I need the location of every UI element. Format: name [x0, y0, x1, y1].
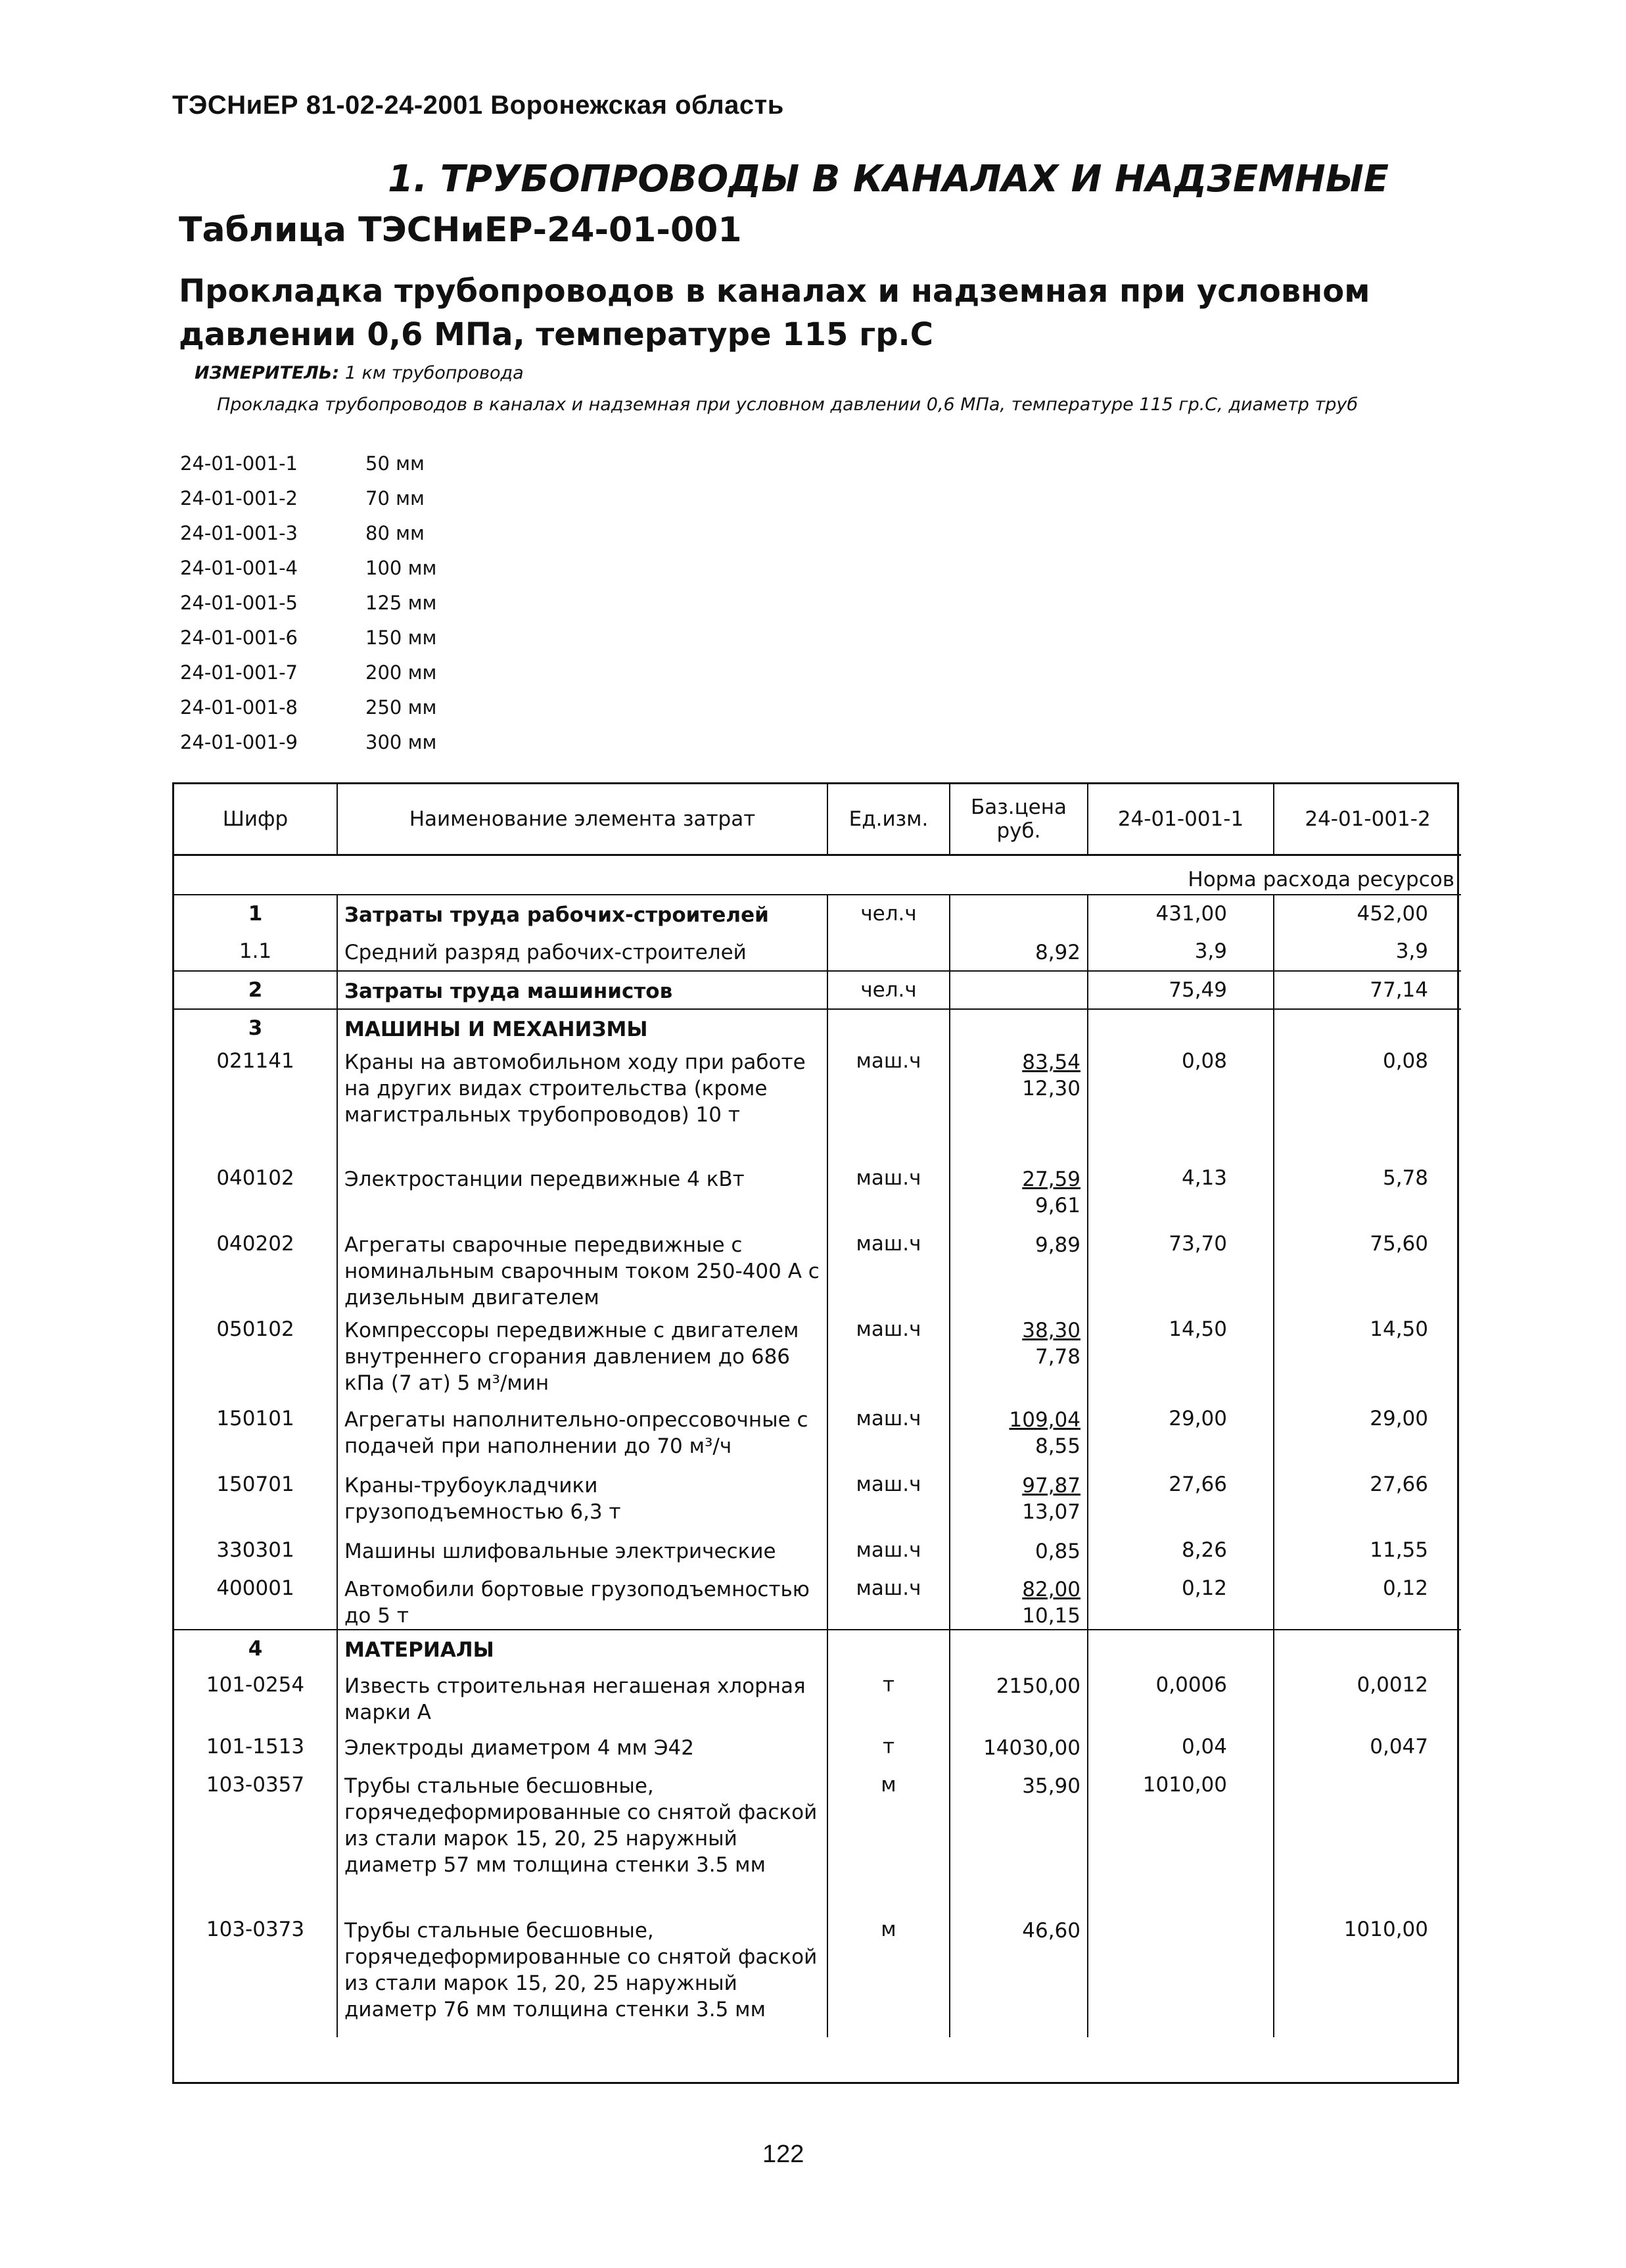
row-value-1 — [1088, 1009, 1274, 1043]
row-price — [950, 1728, 1088, 1766]
row-value-1: 0,04 — [1088, 1728, 1274, 1766]
row-name: Электростанции передвижные 4 кВт — [337, 1160, 827, 1225]
row-name: Трубы стальные бесшовные, горячедеформированные со снятой фаской из стали марок 15, 20, 25 наружный диаметр 76 мм толщина стенки 3.5 мм — [337, 1911, 827, 2037]
row-unit — [827, 1630, 950, 1666]
row-price — [950, 1766, 1088, 1911]
row-price — [950, 895, 1088, 933]
variant-item — [180, 452, 436, 487]
row-price-total: 109,04 — [1009, 1408, 1080, 1432]
row-name: Краны-трубоукладчики грузоподъемностью 6,3 т — [337, 1466, 827, 1532]
table-row — [174, 895, 1461, 933]
table-row — [174, 1043, 1461, 1160]
table-row — [174, 1766, 1461, 1911]
row-unit: маш.ч — [827, 1570, 950, 1630]
row-unit: м — [827, 1911, 950, 2037]
table-row — [174, 1009, 1461, 1043]
row-value-1: 3,9 — [1088, 933, 1274, 971]
meter-value: 1 км трубопровода — [344, 363, 524, 383]
row-code: 103-0357 — [206, 1773, 305, 1797]
row-name: Трубы стальные бесшовные, горячедеформированные со снятой фаской из стали марок 15, 20, 25 наружный диаметр 57 мм толщина стенки 3.5 мм — [337, 1766, 827, 1911]
norma-row — [174, 855, 1461, 895]
row-value-2 — [1274, 1766, 1461, 1911]
page-number: 122 — [762, 2140, 804, 2168]
table-row — [174, 1160, 1461, 1225]
row-name: Компрессоры передвижные с двигателем внутреннего сгорания давлением до 686 кПа (7 ат) 5 м³/мин — [337, 1311, 827, 1400]
row-code: 021141 — [216, 1049, 294, 1073]
row-unit: маш.ч — [827, 1043, 950, 1160]
row-value-2: 29,00 — [1370, 1407, 1428, 1430]
row-unit: т — [827, 1728, 950, 1766]
row-unit — [827, 1009, 950, 1043]
row-price — [950, 1466, 1088, 1532]
row-price — [950, 1532, 1088, 1570]
row-value-2: 1010,00 — [1343, 1918, 1428, 1941]
row-value-2 — [1274, 1630, 1461, 1666]
row-price — [950, 1160, 1088, 1225]
row-value-2: 75,60 — [1370, 1232, 1428, 1256]
row-price-total: 0,85 — [1034, 1540, 1080, 1563]
header-name: Наименование элемента затрат — [337, 784, 827, 855]
variant-item — [180, 557, 436, 592]
row-value-1: 1010,00 — [1088, 1766, 1274, 1911]
row-name: Известь строительная негашеная хлорная марки А — [337, 1666, 827, 1728]
row-price-total: 14030,00 — [983, 1736, 1080, 1760]
row-price — [950, 1311, 1088, 1400]
row-value-1 — [1088, 1630, 1274, 1666]
row-price-total: 8,92 — [1034, 941, 1080, 964]
row-price-wage: 12,30 — [1022, 1077, 1080, 1100]
row-name: Средний разряд рабочих-строителей — [337, 933, 827, 971]
variant-size: 150 мм — [365, 626, 437, 649]
variant-list — [180, 452, 436, 766]
row-price-total: 38,30 — [1022, 1319, 1080, 1342]
table-row — [174, 1311, 1461, 1400]
row-price-total: 82,00 — [1022, 1578, 1080, 1601]
row-price-total: 46,60 — [1022, 1919, 1080, 1943]
row-price — [950, 1400, 1088, 1466]
row-name: МАТЕРИАЛЫ — [337, 1630, 827, 1666]
table-row — [174, 1532, 1461, 1570]
row-value-1: 0,12 — [1088, 1570, 1274, 1630]
table-title: Таблица ТЭСНиЕР-24-01-001 — [179, 210, 742, 250]
row-value-2: 0,12 — [1274, 1570, 1461, 1630]
variant-code: 24-01-001-9 — [180, 731, 298, 753]
row-value-2 — [1274, 1009, 1461, 1043]
variant-code: 24-01-001-6 — [180, 626, 298, 649]
row-code: 1 — [248, 902, 263, 926]
row-price — [950, 1911, 1088, 2037]
row-value-2: 0,047 — [1370, 1735, 1428, 1759]
variant-item — [180, 522, 436, 557]
variant-item — [180, 487, 436, 522]
row-value-1: 0,0006 — [1088, 1666, 1274, 1728]
table-row — [174, 971, 1461, 1009]
table-row — [174, 1630, 1461, 1666]
row-price-total: 83,54 — [1022, 1051, 1080, 1074]
row-price-total: 27,59 — [1022, 1168, 1080, 1191]
row-value-2: 3,9 — [1274, 933, 1461, 971]
norma-label: Норма расхода ресурсов — [174, 855, 1461, 895]
row-value-1: 14,50 — [1088, 1311, 1274, 1400]
header-variant-2: 24-01-001-2 — [1274, 784, 1461, 855]
table-row — [174, 1400, 1461, 1466]
row-code: 101-1513 — [206, 1735, 305, 1759]
row-name: МАШИНЫ И МЕХАНИЗМЫ — [337, 1009, 827, 1043]
row-price — [950, 933, 1088, 971]
row-price-wage: 13,07 — [1022, 1500, 1080, 1524]
row-price-wage: 10,15 — [1022, 1604, 1080, 1628]
variant-size: 125 мм — [365, 592, 437, 614]
variant-size: 70 мм — [365, 487, 425, 509]
row-unit: чел.ч — [827, 971, 950, 1009]
row-unit: маш.ч — [827, 1311, 950, 1400]
variant-size: 200 мм — [365, 661, 437, 684]
row-code: 103-0373 — [206, 1918, 305, 1941]
row-name: Машины шлифовальные электрические — [337, 1532, 827, 1570]
row-price-total: 9,89 — [1034, 1233, 1080, 1257]
row-price-total: 35,90 — [1022, 1774, 1080, 1798]
row-price — [950, 1630, 1088, 1666]
row-name: Затраты труда машинистов — [337, 971, 827, 1009]
header-variant-1: 24-01-001-1 — [1088, 784, 1274, 855]
row-value-2: 27,66 — [1370, 1473, 1428, 1496]
row-code: 050102 — [216, 1317, 294, 1341]
variant-item — [180, 731, 436, 766]
row-value-2: 0,08 — [1382, 1049, 1428, 1073]
row-code: 040202 — [216, 1232, 294, 1256]
section-title: 1. ТРУБОПРОВОДЫ В КАНАЛАХ И НАДЗЕМНЫЕ — [388, 158, 1389, 201]
row-price — [950, 971, 1088, 1009]
document-header: ТЭСНиЕР 81-02-24-2001 Воронежская область — [172, 91, 784, 120]
variant-code: 24-01-001-1 — [180, 452, 298, 475]
table-row — [174, 1666, 1461, 1728]
row-code: 101-0254 — [206, 1673, 305, 1697]
row-code: 150701 — [216, 1473, 294, 1496]
row-code: 040102 — [216, 1166, 294, 1190]
variant-code: 24-01-001-3 — [180, 522, 298, 544]
row-value-1 — [1088, 1911, 1274, 2037]
row-price — [950, 1666, 1088, 1728]
variant-item — [180, 696, 436, 731]
row-price-total: 2150,00 — [996, 1674, 1080, 1698]
header-code: Шифр — [174, 784, 337, 855]
table-row — [174, 1911, 1461, 2037]
row-price-wage: 7,78 — [1034, 1345, 1080, 1369]
row-code: 330301 — [216, 1538, 294, 1562]
row-value-2: 11,55 — [1370, 1538, 1428, 1562]
row-unit: маш.ч — [827, 1160, 950, 1225]
meter-label: ИЗМЕРИТЕЛЬ: — [195, 363, 340, 383]
variant-code: 24-01-001-2 — [180, 487, 298, 509]
row-value-1: 4,13 — [1088, 1160, 1274, 1225]
row-name: Затраты труда рабочих-строителей — [337, 895, 827, 933]
row-price-total: 97,87 — [1022, 1474, 1080, 1498]
table-row — [174, 1466, 1461, 1532]
row-code: 1.1 — [174, 933, 337, 971]
row-unit: маш.ч — [827, 1466, 950, 1532]
row-code: 4 — [248, 1637, 263, 1661]
header-unit: Ед.изм. — [827, 784, 950, 855]
table-row — [174, 1225, 1461, 1311]
table-row — [174, 1570, 1461, 1630]
row-code: 400001 — [174, 1570, 337, 1630]
row-value-2: 0,0012 — [1357, 1673, 1428, 1697]
table-description: Прокладка трубопроводов в каналах и надземная при условном давлении 0,6 МПа, температуре 115 гр.С — [179, 273, 1370, 353]
variant-item — [180, 661, 436, 696]
row-value-1: 73,70 — [1088, 1225, 1274, 1311]
variant-code: 24-01-001-5 — [180, 592, 298, 614]
table-row — [174, 1728, 1461, 1766]
row-price — [950, 1043, 1088, 1160]
row-price — [950, 1570, 1088, 1630]
row-name: Агрегаты сварочные передвижные с номинальным сварочным током 250-400 А с дизельным двигателем — [337, 1225, 827, 1311]
variant-code: 24-01-001-4 — [180, 557, 298, 579]
row-value-1: 0,08 — [1088, 1043, 1274, 1160]
table-header-row — [174, 784, 1461, 855]
variant-item — [180, 592, 436, 626]
resources-table — [172, 782, 1459, 2084]
row-price — [950, 1225, 1088, 1311]
header-price: Баз.цена руб. — [950, 784, 1088, 855]
row-value-2: 452,00 — [1357, 902, 1428, 926]
row-code: 2 — [174, 971, 337, 1009]
row-unit: маш.ч — [827, 1225, 950, 1311]
variant-size: 80 мм — [365, 522, 425, 544]
row-code: 3 — [248, 1016, 263, 1040]
row-value-1: 27,66 — [1088, 1466, 1274, 1532]
row-name: Агрегаты наполнительно-опрессовочные с подачей при наполнении до 70 м³/ч — [337, 1400, 827, 1466]
row-price — [950, 1009, 1088, 1043]
row-price-wage: 8,55 — [1034, 1434, 1080, 1458]
meter-line — [195, 363, 524, 383]
row-value-2: 5,78 — [1382, 1166, 1428, 1190]
row-unit: маш.ч — [827, 1532, 950, 1570]
row-unit: м — [827, 1766, 950, 1911]
variant-item — [180, 626, 436, 661]
row-unit: т — [827, 1666, 950, 1728]
row-value-2: 14,50 — [1370, 1317, 1428, 1341]
row-unit: чел.ч — [827, 895, 950, 933]
row-name: Электроды диаметром 4 мм Э42 — [337, 1728, 827, 1766]
variant-size: 50 мм — [365, 452, 425, 475]
row-value-1: 29,00 — [1088, 1400, 1274, 1466]
row-value-2: 77,14 — [1274, 971, 1461, 1009]
row-name: Автомобили бортовые грузоподъемностью до 5 т — [337, 1570, 827, 1630]
meter-description: Прокладка трубопроводов в каналах и надземная при условном давлении 0,6 МПа, температуре 115 гр.С, диаметр труб — [217, 394, 1359, 415]
row-value-1: 8,26 — [1088, 1532, 1274, 1570]
row-value-1: 75,49 — [1088, 971, 1274, 1009]
variant-code: 24-01-001-8 — [180, 696, 298, 719]
row-value-1: 431,00 — [1088, 895, 1274, 933]
row-unit — [827, 933, 950, 971]
variant-size: 300 мм — [365, 731, 437, 753]
table-row — [174, 933, 1461, 971]
variant-size: 250 мм — [365, 696, 437, 719]
row-price-wage: 9,61 — [1034, 1194, 1080, 1217]
row-unit: маш.ч — [827, 1400, 950, 1466]
row-code: 150101 — [216, 1407, 294, 1430]
variant-size: 100 мм — [365, 557, 437, 579]
variant-code: 24-01-001-7 — [180, 661, 298, 684]
row-name: Краны на автомобильном ходу при работе на других видах строительства (кроме магистральных трубопроводов) 10 т — [337, 1043, 827, 1160]
